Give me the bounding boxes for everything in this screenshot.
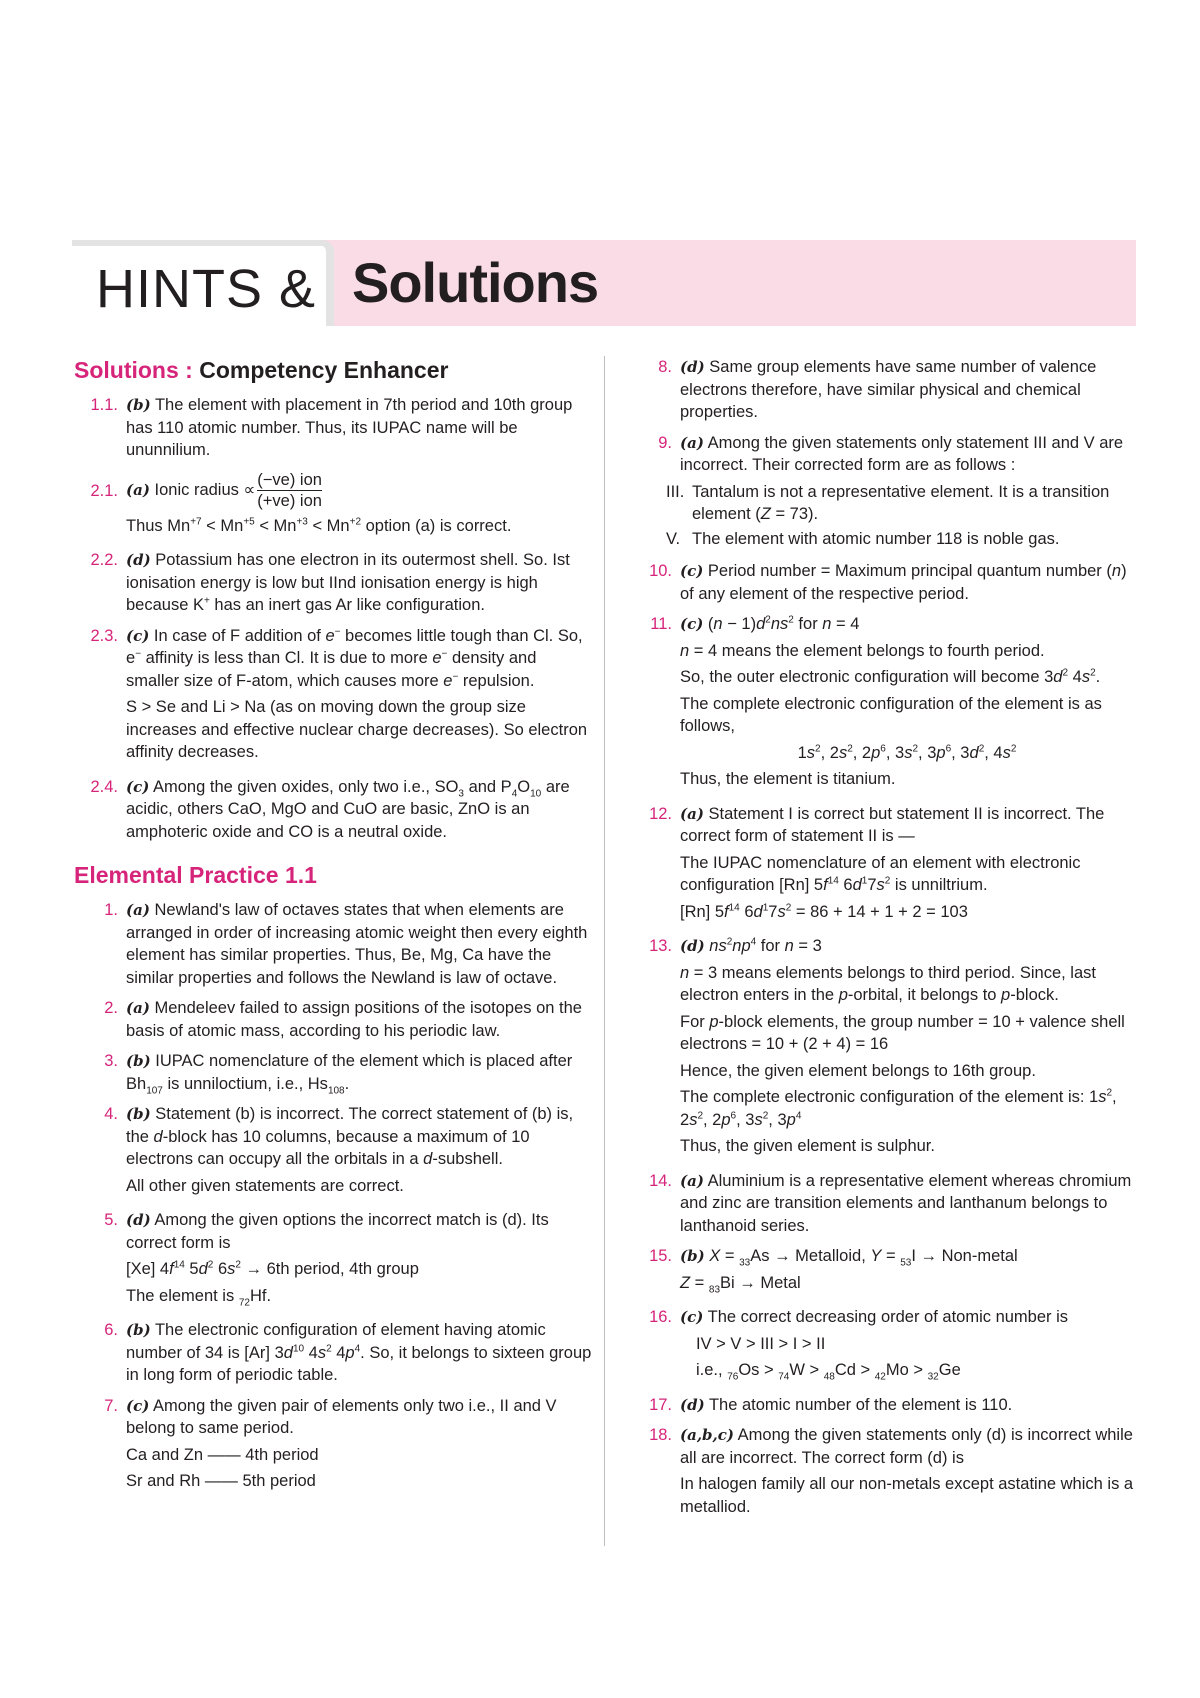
practice-15: 15. (b) X = $_{33}$As → Metalloid, Y = $_{53}$I → Non-metal Z = $_{83}$Bi → Metal (649, 1247, 1018, 1295)
practice-10: 10. (c) Period number = Maximum principal quantum number (n) of any element of the respective period. (649, 562, 1127, 603)
practice-7: 7. (c) Among the given pair of elements only two i.e., II and V belong to same period. Ca and Zn —— 4th period Sr and Rh —— 5th period (104, 1396, 557, 1490)
practice-11: 11. (c) $(n - 1)d^2ns^2$ for n = 4 n = 4 means the element belongs to fourth period. So, the outer electronic configuration will become $3d^2$ $4s^2$. The complete electronic configuration of the element is as follows, $1s^2$, $2s^2$, $2p^6$, $3s^2$, $3p^6$, $3d^2$, $4s^2$ Thus, the element is titanium. (650, 614, 1102, 788)
practice-3: 3. (b) IUPAC nomenclature of the element which is placed after $Bh_{107}$ is unniloctium, i.e., $Hs_{108}$. (104, 1052, 573, 1096)
practice-5: 5. (d) Among the given options the incorrect match is (d). Its correct form is [Xe] $4f^{14}$ $5d^2$ $6s^2 \to 6th$ period, 4th group The element is $_{72}$Hf. (104, 1211, 549, 1308)
practice-14: 14. (a) Aluminium is a representative element whereas chromium and zinc are transition elements and lanthanum belongs to lanthanoid series. (649, 1171, 1132, 1235)
left-column (74, 356, 594, 1505)
practice-4: 4. (b) Statement (b) is incorrect. The correct statement of (b) is, the d-block has 10 columns, because a maximum of 10 electrons can occupy all the orbitals in a d-subshell. All other given statements are correct. (104, 1105, 574, 1195)
practice-13: 13. (d) $ns^2np^4$ for n = 3 n = 3 means elements belongs to third period. Since, last electron enters in the p-orbital, it belongs to p-block. For p-block elements, the group number = 10 + valence shell electrons = 10 + (2 + 4) = 16 Hence, the given element belongs to 16th group. The complete electronic configuration of the element is: $1s^2$, $2s^2$, $2p^6$, $3s^2$, $3p^4$ Thus, the given element is sulphur. (649, 936, 1125, 1155)
solution-2-2: 2.2. (d) Potassium has one electron in its outermost shell. So. Ist ionisation energy is low but IInd ionisation energy is high because K+ has an inert gas Ar like configuration. (90, 551, 570, 614)
solution-2-3: 2.3. (c) In case of F addition of e− becomes little tough than Cl. So, e− affinity is less than Cl. It is due to more e− density and smaller size of F-atom, which causes more e− repulsion. S > Se and Li > Na (as on moving down the group size increases and effective nuclear charge decreases). So electron affinity decreases. (90, 626, 588, 761)
practice-17: 17. (d) The atomic number of the element is 110. (649, 1395, 1013, 1414)
right-column (628, 356, 1134, 1530)
solution-2-1: 2.1. (a) Ionic radius ∝ $\frac{\text{(−ve) ion}}{\text{(+ve) ion}}$ Thus $Mn^{+7} < Mn^{+5} < Mn^{+3} < Mn^{+2}$ option (a) is correct. (90, 470, 512, 535)
section-heading-practice: Elemental Practice 1.1 (74, 862, 317, 888)
solutions-title: Solutions (352, 251, 599, 314)
solution-1-1: 1.1. (b) The element with placement in 7th period and 10th group has 110 atomic number. Thus, its IUPAC name will be ununnilium. (90, 396, 573, 459)
practice-8: 8. (d) Same group elements have same number of valence electrons therefore, have similar physical and chemical properties. (658, 358, 1097, 421)
practice-2: 2. (a) Mendeleev failed to assign positions of the isotopes on the basis of atomic mass, according to his periodic law. (104, 999, 582, 1040)
solution-2-4: 2.4. (c) Among the given oxides, only two i.e., $SO_3$ and $P_4O_{10}$ are acidic, others CaO, MgO and CuO are basic, ZnO is an amphoteric oxide and CO is a neutral oxide. (90, 777, 570, 841)
practice-18: 18. (a,b,c) Among the given statements only (d) is incorrect while all are incorrect. The correct form (d) is In halogen family all our non-metals except astatine which is a metalliod. (649, 1426, 1134, 1516)
column-divider (604, 356, 605, 1546)
hints-title: HINTS & (96, 259, 317, 319)
practice-1: 1. (a) Newland's law of octaves states that when elements are arranged in order of increasing atomic weight then every eighth element has similar properties. Thus, Be, Mg, Ca have the similar properties and follows the Newland is law of octave. (104, 901, 588, 987)
practice-9: 9. (a) Among the given statements only statement III and V are incorrect. Their corrected form are as follows : III. Tantalum is not a representative element. It is a transition element (Z = 73). V. The element with atomic number 118 is noble gas. (658, 433, 1124, 548)
practice-16: 16. (c) The correct decreasing order of atomic number is IV > V > III > I > II i.e., $_{76}$Os > $_{74}$W > $_{48}$Cd > $_{42}$Mo > $_{32}$Ge (649, 1308, 1069, 1383)
practice-12: 12. (a) Statement I is correct but statement II is incorrect. The correct form of statement II is — The IUPAC nomenclature of an element with electronic configuration [Rn] $5f^{14}$ $6d^17s^2$ is unniltrium. [Rn] $5f^{14}$ $6d^17s^2 = 86 + 14 + 1 + 2 = 103$ (649, 804, 1105, 921)
practice-6: 6. (b) The electronic configuration of element having atomic number of 34 is [Ar] $3d^{10}$ $4s^2$ $4p^4$. So, it belongs to sixteen group in long form of periodic table. (104, 1321, 592, 1384)
header-tab (72, 240, 334, 326)
header-banner (72, 240, 1136, 326)
section-heading-competency: Solutions : Competency Enhancer (74, 357, 449, 383)
